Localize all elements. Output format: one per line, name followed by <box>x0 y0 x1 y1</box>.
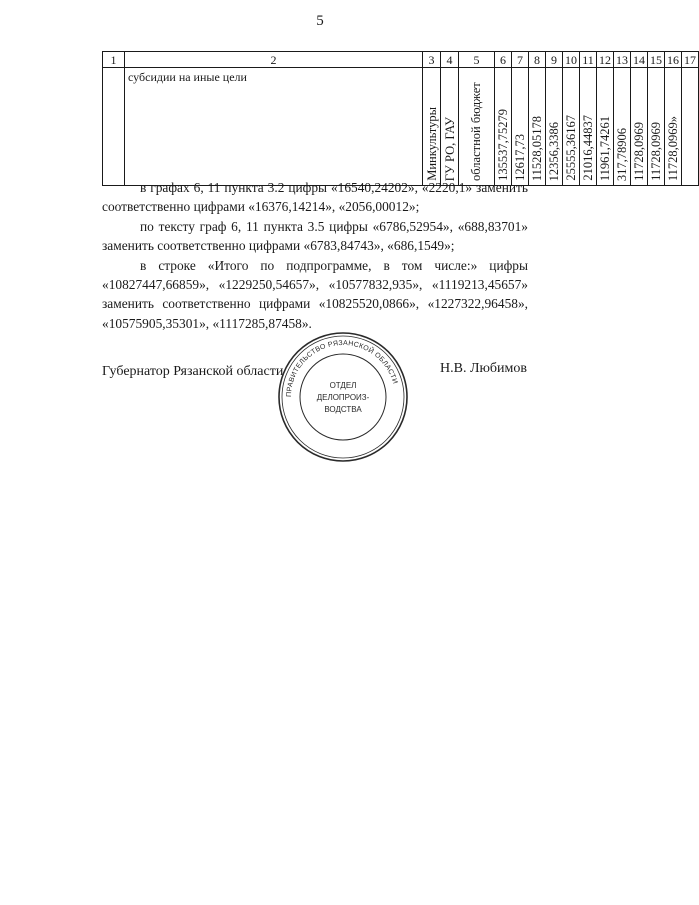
header-cell: 4 <box>441 52 459 68</box>
row-name-cell: субсидии на иные цели <box>125 68 423 186</box>
header-cell: 5 <box>459 52 495 68</box>
stamp-line: ДЕЛОПРОИЗ- <box>316 393 370 402</box>
value-cell: 11728,0969» <box>665 68 682 186</box>
value-cell: 11961,74261 <box>597 68 614 186</box>
header-cell: 3 <box>423 52 441 68</box>
table-row <box>103 68 699 186</box>
value-cell <box>682 68 699 186</box>
value-cell: 11728,0969 <box>648 68 665 186</box>
header-cell: 17 <box>682 52 699 68</box>
header-cell: 6 <box>495 52 512 68</box>
header-cell: 15 <box>648 52 665 68</box>
official-stamp-icon <box>276 330 410 464</box>
header-cell: 1 <box>103 52 125 68</box>
header-cell: 9 <box>546 52 563 68</box>
signature-title: Губернатор Рязанской области <box>102 364 284 379</box>
paragraph: в строке «Итого по подпрограмме, в том числе:» цифры «10827447,66859», «1229250,54657», «10577832,935», «1119213,45657» заменить соответственно цифрами «10825520,0866», «1227322,96458», «10575905,35301», «1117285,87458». <box>102 257 528 331</box>
value-cell: 12617,73 <box>512 68 529 186</box>
header-cell: 8 <box>529 52 546 68</box>
value-cell: 11528,05178 <box>529 68 546 186</box>
value-cell: 25555,36167 <box>563 68 580 186</box>
header-cell: 12 <box>597 52 614 68</box>
value-cell: 11728,0969 <box>631 68 648 186</box>
paragraph: в графах 6, 11 пункта 3.2 цифры «16540,24202», «2220,1» заменить соответственно цифрами «16376,14214», «2056,00012»; <box>102 180 528 215</box>
stamp-line: ВОДСТВА <box>324 405 362 414</box>
header-cell: 14 <box>631 52 648 68</box>
stamp-outer-text: ПРАВИТЕЛЬСТВО РЯЗАНСКОЙ ОБЛАСТИ <box>285 339 399 398</box>
source-cell: областной бюджет <box>459 68 495 186</box>
table-header-row <box>103 52 699 68</box>
signature-name: Н.В. Любимов <box>440 361 527 376</box>
value-cell: 317,78906 <box>614 68 631 186</box>
row-number-cell <box>103 68 125 186</box>
value-cell: 21016,44837 <box>580 68 597 186</box>
page-number: 5 <box>316 13 324 29</box>
header-cell: 2 <box>125 52 423 68</box>
amendment-text <box>102 178 528 333</box>
header-cell: 10 <box>563 52 580 68</box>
executor-cell: Минкультуры <box>423 68 441 186</box>
stamp-line: ОТДЕЛ <box>329 381 357 390</box>
header-cell: 11 <box>580 52 597 68</box>
value-cell: 135537,75279 <box>495 68 512 186</box>
budget-table <box>102 51 699 186</box>
paragraph: по тексту граф 6, 11 пункта 3.5 цифры «6786,52954», «688,83701» заменить соответственно цифрами «6783,84743», «686,1549»; <box>102 218 528 254</box>
participant-cell: ГУ РО, ГАУ <box>441 68 459 186</box>
header-cell: 13 <box>614 52 631 68</box>
value-cell: 12356,3386 <box>546 68 563 186</box>
header-cell: 7 <box>512 52 529 68</box>
header-cell: 16 <box>665 52 682 68</box>
